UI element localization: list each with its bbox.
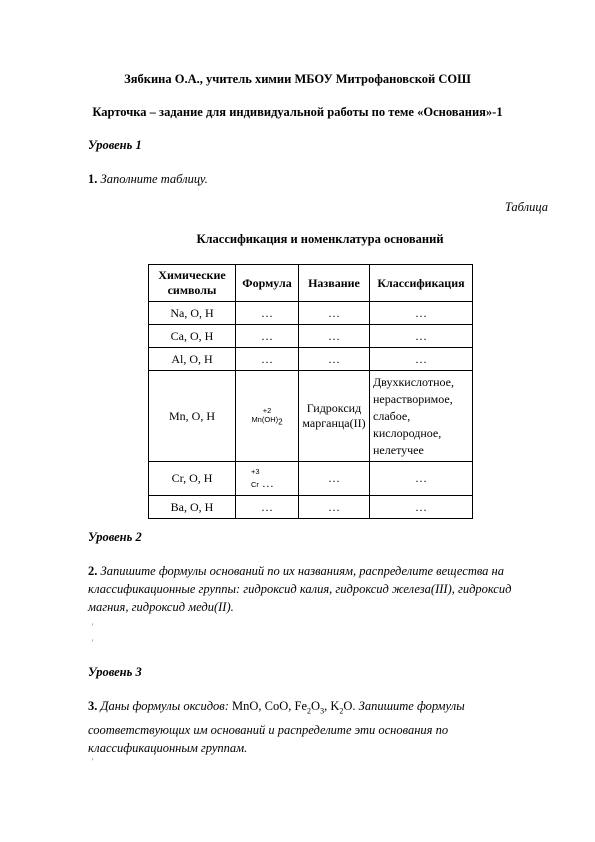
oxide-formulas: MnO, CoO, $Fe_2O_3$, $K_2O$. [232,699,356,716]
cell-class[interactable]: … [370,348,473,371]
answer-marker: ' [92,757,94,766]
cell-class[interactable]: … [370,302,473,325]
cell-name: Гидроксид марганца(II) [299,371,370,462]
oxidation-state: +2 [262,405,272,415]
task-3-number: 3. [88,699,98,713]
table-row [149,348,473,371]
cell-name[interactable]: … [299,462,370,496]
author-line: Зябкина О.А., учитель химии МБОУ Митрофановской СОШ [124,72,471,86]
table-row [149,496,473,519]
task-2-number: 2. [88,564,98,578]
level-2-heading: Уровень 2 [88,530,142,544]
cell-formula[interactable]: … [236,348,299,371]
cell-class: Двухкислотное, нерастворимое, слабое, кислородное, нелетучее [370,371,473,462]
level-1-heading: Уровень 1 [88,138,142,152]
cell-symbols: Na, O, H [149,302,236,325]
table-tag: Таблица [504,200,548,214]
bases-table [148,264,473,519]
worksheet-title: Карточка – задание для индивидуальной работы по теме «Основания»-1 [92,105,503,119]
header-name: Название [299,265,370,302]
cell-formula[interactable]: … [236,496,299,519]
cell-class[interactable]: … [370,462,473,496]
cell-symbols: Al, O, H [149,348,236,371]
formula-subscript: 2 [278,417,283,427]
formula-tail: … [261,475,274,490]
cell-name[interactable]: … [299,325,370,348]
task-1-text: Заполните таблицу. [97,172,208,186]
cell-formula [236,371,299,462]
cell-class[interactable]: … [370,496,473,519]
cell-formula[interactable]: … [236,302,299,325]
task-3-text: Запишите формулы соответствующих им оснований и распределите эти основания по классификационным группам. [88,699,465,755]
formula-main: Cr [251,479,259,489]
table-caption: Классификация и номенклатура оснований [196,232,444,246]
cell-symbols: Ba, O, H [149,496,236,519]
cell-symbols: Cr, O, H [149,462,236,496]
formula-main: Mn(OH) [251,414,279,424]
header-formula: Формула [236,265,299,302]
task-3 [88,697,528,757]
task-1 [88,170,208,188]
cell-name[interactable]: … [299,496,370,519]
header-classification: Классификация [370,265,473,302]
table-row [149,325,473,348]
cell-symbols: Mn, O, H [149,371,236,462]
header-symbols: Химические символы [149,265,236,302]
answer-marker: ' [92,622,94,631]
answer-marker: ' [92,638,94,647]
task-1-number: 1. [88,172,98,186]
formula-example [239,415,295,427]
cell-name[interactable]: … [299,348,370,371]
cell-formula[interactable] [236,462,299,496]
level-3-heading: Уровень 3 [88,665,142,679]
table-row [149,462,473,496]
task-2 [88,562,528,616]
cell-symbols: Ca, O, H [149,325,236,348]
table-header-row [149,265,473,302]
task-3-intro: Даны формулы оксидов: [97,699,233,713]
table-row [149,302,473,325]
table-row [149,371,473,462]
oxidation-state: +3 [251,466,260,476]
cell-name[interactable]: … [299,302,370,325]
task-2-text: Запишите формулы оснований по их названиям, распределите вещества на классификационные группы: гидроксид калия, гидроксид железа(III), гидроксид магния, гидроксид меди(II). [88,564,512,614]
cell-formula[interactable]: … [236,325,299,348]
cell-class[interactable]: … [370,325,473,348]
